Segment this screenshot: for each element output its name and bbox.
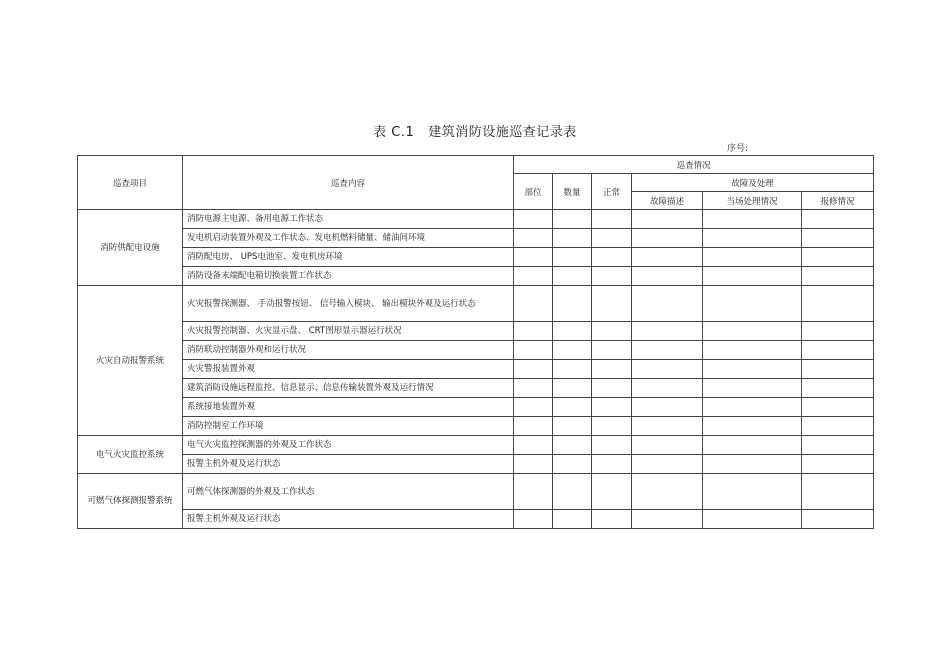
- fault-desc-cell[interactable]: [632, 248, 703, 267]
- onsite-cell[interactable]: [703, 436, 802, 455]
- quantity-cell[interactable]: [553, 379, 592, 398]
- normal-cell[interactable]: [592, 417, 632, 436]
- onsite-cell[interactable]: [703, 229, 802, 248]
- quantity-cell[interactable]: [553, 510, 592, 529]
- location-cell[interactable]: [514, 455, 553, 474]
- quantity-cell[interactable]: [553, 398, 592, 417]
- inspection-item-cell: 可燃气体探测器的外观及工作状态: [183, 474, 514, 510]
- normal-cell[interactable]: [592, 341, 632, 360]
- inspection-item-cell: 消防设备末端配电箱切换装置工作状态: [183, 267, 514, 286]
- table-row: [78, 417, 874, 436]
- header-onsite: 当场处理情况: [703, 192, 802, 210]
- quantity-cell[interactable]: [553, 455, 592, 474]
- quantity-cell[interactable]: [553, 417, 592, 436]
- category-cell: 消防供配电设施: [78, 210, 183, 286]
- table-row: [78, 379, 874, 398]
- fault-desc-cell[interactable]: [632, 360, 703, 379]
- normal-cell[interactable]: [592, 248, 632, 267]
- inspection-item-cell: 火灾警报装置外观: [183, 360, 514, 379]
- inspection-item-cell: 火灾报警探测器、 手动报警按钮、 信号输入模块、 输出模块外观及运行状态: [183, 286, 514, 322]
- report-cell[interactable]: [802, 474, 874, 510]
- inspection-item-cell: 系统接地装置外观: [183, 398, 514, 417]
- title-code: 表 C.1: [373, 125, 415, 140]
- report-cell[interactable]: [802, 267, 874, 286]
- fault-desc-cell[interactable]: [632, 455, 703, 474]
- fault-desc-cell[interactable]: [632, 474, 703, 510]
- quantity-cell[interactable]: [553, 248, 592, 267]
- location-cell[interactable]: [514, 417, 553, 436]
- report-cell[interactable]: [802, 417, 874, 436]
- normal-cell[interactable]: [592, 267, 632, 286]
- quantity-cell[interactable]: [553, 360, 592, 379]
- header-quantity: 数量: [553, 174, 592, 210]
- quantity-cell[interactable]: [553, 436, 592, 455]
- fault-desc-cell[interactable]: [632, 398, 703, 417]
- category-cell: 火灾自动报警系统: [78, 286, 183, 436]
- inspection-item-cell: 消防电源主电源、备用电源工作状态: [183, 210, 514, 229]
- normal-cell[interactable]: [592, 436, 632, 455]
- report-cell[interactable]: [802, 341, 874, 360]
- quantity-cell[interactable]: [553, 341, 592, 360]
- report-cell[interactable]: [802, 436, 874, 455]
- table-row: [78, 210, 874, 229]
- onsite-cell[interactable]: [703, 210, 802, 229]
- inspection-item-cell: 报警主机外观及运行状态: [183, 510, 514, 529]
- location-cell[interactable]: [514, 210, 553, 229]
- page-title: [0, 121, 950, 140]
- table-row: [78, 267, 874, 286]
- location-cell[interactable]: [514, 267, 553, 286]
- table-row: [78, 286, 874, 322]
- table-row: [78, 510, 874, 529]
- normal-cell[interactable]: [592, 379, 632, 398]
- inspection-item-cell: 建筑消防设施远程监控、信息显示、信息传输装置外观及运行情况: [183, 379, 514, 398]
- report-cell[interactable]: [802, 510, 874, 529]
- header-normal: 正常: [592, 174, 632, 210]
- table-row: [78, 436, 874, 455]
- normal-cell[interactable]: [592, 360, 632, 379]
- inspection-item-cell: 电气火灾监控探测器的外观及工作状态: [183, 436, 514, 455]
- fault-desc-cell[interactable]: [632, 229, 703, 248]
- onsite-cell[interactable]: [703, 360, 802, 379]
- normal-cell[interactable]: [592, 229, 632, 248]
- header-report: 报修情况: [802, 192, 874, 210]
- location-cell[interactable]: [514, 322, 553, 341]
- category-cell: 电气火灾监控系统: [78, 436, 183, 474]
- table-row: [78, 341, 874, 360]
- onsite-cell[interactable]: [703, 455, 802, 474]
- location-cell[interactable]: [514, 248, 553, 267]
- table-row: [78, 360, 874, 379]
- table-body: [78, 210, 874, 529]
- report-cell[interactable]: [802, 248, 874, 267]
- onsite-cell[interactable]: [703, 379, 802, 398]
- serial-label: 序号:: [727, 144, 749, 154]
- table-row: [78, 474, 874, 510]
- inspection-item-cell: 发电机启动装置外观及工作状态、发电机燃料储量、储油间环境: [183, 229, 514, 248]
- normal-cell[interactable]: [592, 474, 632, 510]
- location-cell[interactable]: [514, 436, 553, 455]
- header-fault-group: 故障及处理: [632, 174, 874, 192]
- onsite-cell[interactable]: [703, 248, 802, 267]
- inspection-table: [77, 155, 874, 529]
- onsite-cell[interactable]: [703, 398, 802, 417]
- header-location: 部位: [514, 174, 553, 210]
- report-cell[interactable]: [802, 455, 874, 474]
- normal-cell[interactable]: [592, 322, 632, 341]
- report-cell[interactable]: [802, 322, 874, 341]
- header-status: 巡查情况: [514, 156, 874, 174]
- onsite-cell[interactable]: [703, 267, 802, 286]
- fault-desc-cell[interactable]: [632, 286, 703, 322]
- quantity-cell[interactable]: [553, 267, 592, 286]
- onsite-cell[interactable]: [703, 286, 802, 322]
- location-cell[interactable]: [514, 341, 553, 360]
- quantity-cell[interactable]: [553, 229, 592, 248]
- report-cell[interactable]: [802, 229, 874, 248]
- location-cell[interactable]: [514, 286, 553, 322]
- onsite-cell[interactable]: [703, 417, 802, 436]
- report-cell[interactable]: [802, 210, 874, 229]
- table-row: [78, 322, 874, 341]
- onsite-cell[interactable]: [703, 510, 802, 529]
- fault-desc-cell[interactable]: [632, 341, 703, 360]
- inspection-item-cell: 消防控制室工作环境: [183, 417, 514, 436]
- location-cell[interactable]: [514, 510, 553, 529]
- table-row: [78, 229, 874, 248]
- fault-desc-cell[interactable]: [632, 510, 703, 529]
- report-cell[interactable]: [802, 398, 874, 417]
- fault-desc-cell[interactable]: [632, 267, 703, 286]
- inspection-item-cell: 消防配电房、 UPS电池室、发电机房环境: [183, 248, 514, 267]
- fault-desc-cell[interactable]: [632, 322, 703, 341]
- quantity-cell[interactable]: [553, 322, 592, 341]
- quantity-cell[interactable]: [553, 210, 592, 229]
- report-cell[interactable]: [802, 360, 874, 379]
- report-cell[interactable]: [802, 379, 874, 398]
- location-cell[interactable]: [514, 398, 553, 417]
- title-text: 建筑消防设施巡查记录表: [428, 125, 577, 140]
- fault-desc-cell[interactable]: [632, 436, 703, 455]
- header-content: 巡查内容: [183, 156, 514, 210]
- location-cell[interactable]: [514, 379, 553, 398]
- fault-desc-cell[interactable]: [632, 210, 703, 229]
- fault-desc-cell[interactable]: [632, 379, 703, 398]
- report-cell[interactable]: [802, 286, 874, 322]
- table-row: [78, 398, 874, 417]
- normal-cell[interactable]: [592, 398, 632, 417]
- header-fault-desc: 故障描述: [632, 192, 703, 210]
- location-cell[interactable]: [514, 474, 553, 510]
- table-row: [78, 455, 874, 474]
- category-cell: 可燃气体探测报警系统: [78, 474, 183, 529]
- fault-desc-cell[interactable]: [632, 417, 703, 436]
- normal-cell[interactable]: [592, 510, 632, 529]
- header-item: 巡查项目: [78, 156, 183, 210]
- quantity-cell[interactable]: [553, 286, 592, 322]
- onsite-cell[interactable]: [703, 474, 802, 510]
- quantity-cell[interactable]: [553, 474, 592, 510]
- location-cell[interactable]: [514, 229, 553, 248]
- inspection-item-cell: 火灾报警控制器、火灾显示盘、 CRT图形显示器运行状况: [183, 322, 514, 341]
- normal-cell[interactable]: [592, 210, 632, 229]
- onsite-cell[interactable]: [703, 341, 802, 360]
- location-cell[interactable]: [514, 360, 553, 379]
- onsite-cell[interactable]: [703, 322, 802, 341]
- normal-cell[interactable]: [592, 286, 632, 322]
- table-row: [78, 248, 874, 267]
- inspection-item-cell: 报警主机外观及运行状态: [183, 455, 514, 474]
- normal-cell[interactable]: [592, 455, 632, 474]
- inspection-item-cell: 消防联动控制器外观和运行状况: [183, 341, 514, 360]
